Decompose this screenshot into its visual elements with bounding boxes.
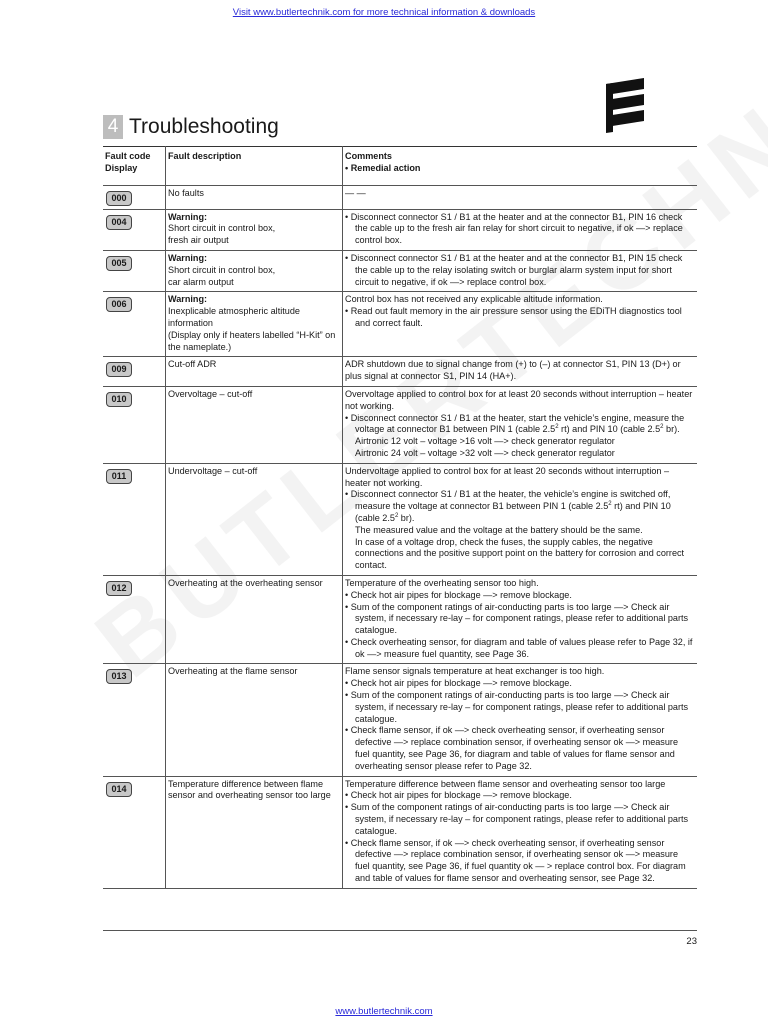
fault-code-cell [103, 463, 166, 575]
comment-text: Control box has not received any explicable altitude information. [345, 294, 603, 305]
page-number: 23 [686, 936, 697, 947]
fault-description-line: Short circuit in control box, [168, 264, 276, 275]
comment-text: Overvoltage applied to control box for at least 20 seconds without interruption – heater not working. [345, 388, 693, 411]
fault-code-cell [103, 357, 166, 387]
fault-code-badge: 012 [106, 581, 132, 596]
table-row [103, 386, 697, 463]
table-row [103, 292, 697, 357]
table-row [103, 209, 697, 250]
fault-description-line: Overheating at the overheating sensor [168, 577, 323, 588]
comment-text: Temperature of the overheating sensor too high. [345, 577, 539, 588]
eberspaecher-logo-icon [605, 76, 645, 134]
fault-description-line: car alarm output [168, 276, 234, 287]
table-row [103, 575, 697, 664]
remedial-action-item: • Check overheating sensor, for diagram and table of values please refer to Page 32, if ok —> measure fuel quantity, see Page 36. [345, 636, 693, 659]
fault-code-cell [103, 185, 166, 209]
remedial-action-item: • Disconnect connector S1 / B1 at the heater, the vehicle’s engine is switched off, measure the voltage at connector B1 between PIN 1 (cable $2.5^2$ rt) and PIN 10 (cable $2.5^2$ br). [345, 489, 671, 523]
fault-code-badge: 000 [106, 191, 132, 206]
fault-description-line: Inexplicable atmospheric altitude information [168, 306, 300, 328]
remedial-action-item: • Check hot air pipes for blockage —> remove blockage. [345, 790, 572, 801]
fault-description-line: Warning: [168, 294, 208, 305]
comment-text: — — [345, 187, 366, 198]
remedial-action-item: • Check flame sensor, if ok —> check overheating sensor, if overheating sensor defective —> replace combination sensor, if overheating sensor ok —> measure fuel quantity, see Page 36, if fuel quantity ok — > replace control box. For diagram and table of values for flame sensor and overheating sensor, see Page 32. [345, 837, 686, 884]
remedial-action-item: • Disconnect connector S1 / B1 at the heater and at the connector B1, PIN 15 check the cable up to the relay isolating switch or burglar alarm system input for short circuit to negative, if ok —> replace control box. [345, 252, 683, 287]
fault-code-badge: 010 [106, 392, 132, 407]
table-header-row [103, 147, 697, 186]
remedial-action-item: • Check hot air pipes for blockage —> remove blockage. [345, 678, 572, 689]
troubleshooting-table [103, 146, 697, 889]
fault-description-line: Overvoltage – cut-off [168, 388, 253, 399]
fault-code-badge: 005 [106, 256, 132, 271]
fault-description-cell [166, 463, 343, 575]
comment-text: Undervoltage applied to control box for at least 20 seconds without interruption – heater not working. [345, 465, 670, 488]
comment-text: The measured value and the voltage at the battery should be the same. [355, 524, 643, 535]
fault-code-badge: 006 [106, 297, 132, 312]
remedial-action-item: • Read out fault memory in the air pressure sensor using the EDiTH diagnostics tool and correct fault. [345, 306, 682, 328]
comment-text: Airtronic 12 volt – voltage >16 volt —> check generator regulator [355, 436, 615, 447]
fault-description-cell [166, 292, 343, 357]
fault-description-line: Short circuit in control box, [168, 223, 276, 234]
fault-description-line: Temperature difference between flame sensor and overheating sensor too large [168, 778, 331, 801]
fault-code-cell [103, 250, 166, 291]
table-row [103, 357, 697, 387]
comment-text: In case of a voltage drop, check the fuses, the supply cables, the negative connections and the positive support point on the battery for corrosion and correct contact. [355, 536, 685, 571]
chapter-number: 4 [103, 115, 123, 139]
comments-cell [343, 185, 698, 209]
fault-description-cell [166, 664, 343, 776]
comments-cell [343, 575, 698, 664]
fault-code-badge: 004 [106, 215, 132, 230]
table-row [103, 463, 697, 575]
comments-cell [343, 250, 698, 291]
remedial-action-item: • Check flame sensor, if ok —> check overheating sensor, if overheating sensor defective —> replace combination sensor, if overheating sensor ok —> measure fuel quantity, see Page 36, for diagram and table of values for flame sensor and overheating sensor please refer to Page 32. [345, 725, 679, 771]
fault-code-badge: 014 [106, 782, 132, 797]
remedial-action-item: • Sum of the component ratings of air-conducting parts is too large —> Check air system, if necessary re-lay – for component ratings, please refer to additional parts catalogue. [345, 601, 689, 636]
comments-cell [343, 357, 698, 387]
table-row [103, 250, 697, 291]
remedial-action-item: • Disconnect connector S1 / B1 at the heater, start the vehicle’s engine, measure the voltage at connector B1 between PIN 1 (cable $2.5^2$ rt) and PIN 10 (cable $2.5^2$ br). [345, 412, 685, 435]
remedial-action-item: • Sum of the component ratings of air-conducting parts is too large —> Check air system, if necessary re-lay – for component ratings, please refer to additional parts catalogue. [345, 690, 689, 724]
footer-rule [103, 930, 697, 931]
fault-code-cell [103, 575, 166, 664]
fault-description-line: No faults [168, 187, 204, 198]
table-row [103, 776, 697, 888]
fault-description-line: Warning: [168, 211, 208, 222]
fault-description-line: (Display only if heaters labelled “H-Kit” on the nameplate.) [168, 329, 336, 352]
fault-description-line: Warning: [168, 252, 208, 263]
fault-code-badge: 013 [106, 669, 132, 684]
comments-cell [343, 209, 698, 250]
fault-description-line: Undervoltage – cut-off [168, 465, 258, 476]
remedial-action-item: • Check hot air pipes for blockage —> remove blockage. [345, 589, 572, 600]
fault-description-cell [166, 357, 343, 387]
comments-cell [343, 292, 698, 357]
fault-description-cell [166, 250, 343, 291]
fault-description-cell [166, 776, 343, 888]
comments-cell [343, 776, 698, 888]
fault-description-line: Cut-off ADR [168, 359, 217, 370]
fault-code-badge: 009 [106, 362, 132, 377]
comment-text: Airtronic 24 volt – voltage >32 volt —> check generator regulator [355, 447, 615, 458]
comment-text: Temperature difference between flame sensor and overheating sensor too large [345, 778, 666, 789]
comments-cell [343, 386, 698, 463]
fault-code-badge: 011 [106, 469, 132, 484]
header-fault-description: Fault description [166, 147, 343, 186]
bottom-website-link[interactable]: www.butlertechnik.com [335, 1006, 433, 1017]
fault-code-cell [103, 209, 166, 250]
fault-code-cell [103, 776, 166, 888]
top-website-link[interactable]: Visit www.butlertechnik.com for more technical information & downloads [232, 7, 536, 18]
table-row [103, 185, 697, 209]
remedial-action-item: • Disconnect connector S1 / B1 at the heater and at the connector B1, PIN 16 check the cable up to the fresh air fan relay for short circuit to negative, if ok —> replace control box. [345, 211, 683, 246]
page-title: Troubleshooting [129, 115, 279, 138]
header-comments: Comments • Remedial action [343, 147, 698, 186]
fault-description-cell [166, 185, 343, 209]
comments-cell [343, 664, 698, 776]
fault-code-cell [103, 664, 166, 776]
comment-text: ADR shutdown due to signal change from (+) to (–) at connector S1, PIN 13 (D+) or plus signal at connector S1, PIN 14 (HA+). [345, 359, 681, 382]
table-row [103, 664, 697, 776]
fault-description-cell [166, 575, 343, 664]
fault-description-line: Overheating at the flame sensor [168, 666, 298, 677]
comments-cell [343, 463, 698, 575]
fault-code-cell [103, 292, 166, 357]
fault-description-line: fresh air output [168, 235, 229, 246]
comment-text: Flame sensor signals temperature at heat exchanger is too high. [345, 666, 605, 677]
fault-code-cell [103, 386, 166, 463]
fault-description-cell [166, 209, 343, 250]
fault-description-cell [166, 386, 343, 463]
remedial-action-item: • Sum of the component ratings of air-conducting parts is too large —> Check air system, if necessary re-lay – for component ratings, please refer to additional parts catalogue. [345, 802, 689, 836]
header-fault-code: Fault code Display [103, 147, 166, 186]
